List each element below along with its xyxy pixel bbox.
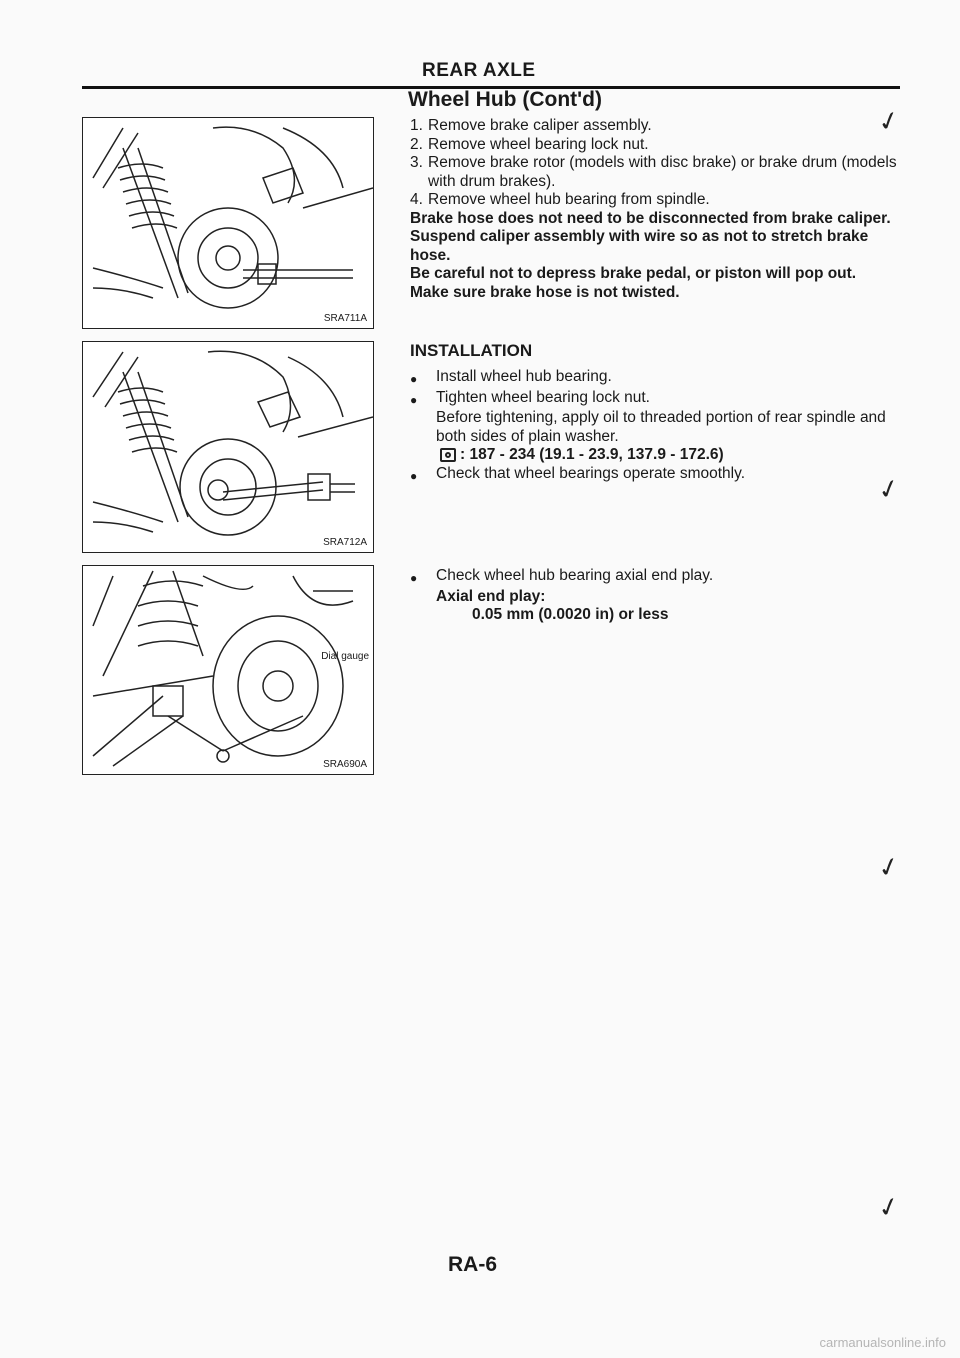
bullet-icon: ● <box>410 571 418 585</box>
warning-text: Suspend caliper assembly with wire so as not to stretch brake hose. <box>410 228 869 264</box>
warning-text: Make sure brake hose is not twisted. <box>410 283 680 301</box>
page-number: RA-6 <box>448 1253 498 1276</box>
margin-check-icon: ✓ <box>874 471 904 507</box>
dial-gauge-callout: Dial gauge <box>321 651 369 662</box>
torque-spec: : 187 - 234 (19.1 - 23.9, 137.9 - 172.6) <box>410 446 900 465</box>
warning-text: Be careful not to depress brake pedal, or piston will pop out. <box>410 265 857 282</box>
list-item: ● Tighten wheel bearing lock nut. <box>410 389 900 410</box>
page-header: REAR AXLE <box>422 60 536 81</box>
bullet-icon: ● <box>410 392 418 407</box>
list-item: ● Check wheel hub bearing axial end play. <box>410 567 900 588</box>
warning-text: Brake hose does not need to be disconnected from brake caliper. <box>410 209 891 227</box>
margin-check-icon: ✓ <box>874 1189 904 1225</box>
margin-check-icon: ✓ <box>874 849 904 885</box>
figure-sra712a <box>82 341 374 553</box>
figure-code: SRA712A <box>323 537 367 548</box>
figure-sra712a-illustration <box>83 342 373 552</box>
endplay-label: Axial end play: <box>436 587 546 605</box>
installation-title: INSTALLATION <box>410 341 533 360</box>
figure-sra690a-illustration <box>83 566 373 774</box>
figure-sra690a <box>82 565 374 775</box>
list-item: 2. Remove wheel bearing lock nut. <box>410 135 649 153</box>
endplay-section <box>410 567 900 625</box>
list-item: ● Check that wheel bearings operate smoothly. <box>410 465 900 486</box>
figure-sra711a-illustration <box>83 118 373 328</box>
bullet-icon: ● <box>410 372 418 386</box>
bullet-icon: ● <box>410 468 418 483</box>
torque-wrench-icon <box>440 448 456 462</box>
list-item: 4. Remove wheel hub bearing from spindle. <box>410 191 710 208</box>
removal-steps <box>410 117 900 302</box>
figure-sra711a <box>82 117 374 329</box>
section-title: Wheel Hub (Cont'd) <box>408 88 602 111</box>
installation-note: Before tightening, apply oil to threaded portion of rear spindle and both sides of plain washer. <box>436 409 886 445</box>
margin-check-icon: ✓ <box>874 103 904 139</box>
list-item: 1. Remove brake caliper assembly. <box>410 117 652 134</box>
watermark: carmanualsonline.info <box>819 1335 946 1350</box>
figure-code: SRA690A <box>323 759 367 770</box>
list-item: 3. Remove brake rotor (models with disc brake) or brake drum (models with drum brakes). <box>410 154 897 190</box>
list-item: ● Install wheel hub bearing. <box>410 368 900 389</box>
endplay-value: 0.05 mm (0.0020 in) or less <box>472 606 669 623</box>
figure-code: SRA711A <box>323 313 367 324</box>
installation-list <box>410 368 900 485</box>
